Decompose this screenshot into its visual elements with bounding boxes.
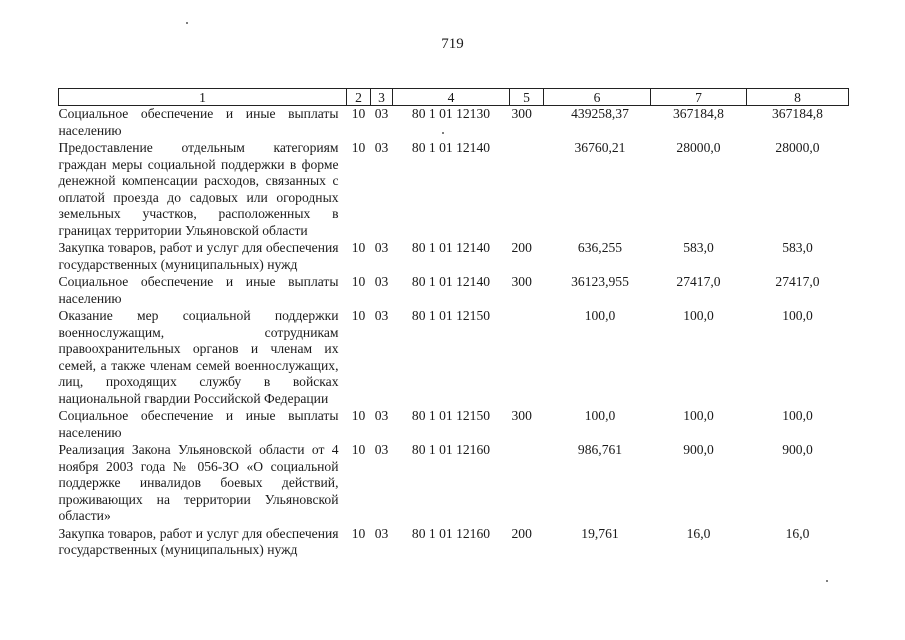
row-expense-type — [510, 442, 544, 526]
budget-table — [58, 88, 849, 560]
row-expense-type: 300 — [511, 274, 532, 289]
row-section: 10 — [351, 308, 366, 323]
table-row — [59, 274, 849, 308]
table-row — [59, 442, 849, 526]
row-value-6: 19,761 — [581, 525, 619, 541]
row-value-8: 583,0 — [782, 240, 813, 255]
row-value-8: 100,0 — [782, 408, 813, 423]
table-row — [59, 140, 849, 240]
row-name: Реализация Закона Ульяновской области от 4 ноября 2003 года № 056-ЗО «О социальной поддержке инвалидов боевых действий, проживающих на территории Ульяновской области» — [58, 442, 339, 523]
row-value-8: 28000,0 — [775, 140, 820, 155]
scan-speck — [442, 132, 444, 134]
header-col-8: 8 — [747, 89, 849, 106]
row-value-8: 900,0 — [782, 442, 813, 457]
row-target-article: 80 1 01 12140 — [411, 274, 491, 289]
row-value-8: 16,0 — [785, 525, 810, 541]
table-row — [59, 106, 849, 141]
row-value-7: 583,0 — [683, 240, 714, 255]
page-number: 719 — [441, 36, 464, 52]
row-target-article: 80 1 01 12130 — [411, 106, 491, 121]
row-subsection: 03 — [374, 106, 389, 121]
row-name: Предоставление отдельным категориям граждан меры социальной поддержки в форме денежной компенсации расходов, связанных с оплатой проезда до садовых или огородных земельных участков, расположенных в границах территории Ульяновской области — [58, 140, 339, 238]
row-expense-type: 200 — [511, 525, 532, 541]
row-value-7: 27417,0 — [676, 274, 721, 289]
table-row — [59, 240, 849, 274]
row-value-6: 36123,955 — [571, 274, 629, 289]
row-subsection: 03 — [374, 140, 389, 155]
row-name: Социальное обеспечение и иные выплаты населению — [58, 408, 339, 440]
row-value-6: 100,0 — [584, 308, 616, 323]
scan-speck — [186, 22, 188, 24]
row-expense-type: 200 — [511, 240, 532, 255]
row-target-article: 80 1 01 12140 — [411, 240, 491, 255]
row-value-8: 367184,8 — [772, 106, 823, 121]
table-row — [59, 408, 849, 442]
row-target-article: 80 1 01 12140 — [411, 140, 491, 155]
row-value-8: 27417,0 — [775, 274, 820, 289]
row-subsection: 03 — [374, 408, 389, 423]
row-name: Закупка товаров, работ и услуг для обеспечения государственных (муниципальных) нужд — [58, 240, 339, 272]
header-row — [59, 89, 849, 106]
row-subsection: 03 — [374, 274, 389, 289]
row-subsection: 03 — [374, 308, 389, 323]
row-expense-type: 300 — [511, 106, 532, 121]
row-subsection: 03 — [374, 240, 389, 255]
row-value-6: 986,761 — [577, 442, 623, 457]
row-subsection: 03 — [374, 442, 389, 457]
row-value-6: 100,0 — [584, 408, 616, 423]
row-value-6: 636,255 — [577, 240, 623, 255]
row-value-8: 100,0 — [782, 308, 813, 323]
row-expense-type: 300 — [511, 408, 532, 423]
table-row — [59, 308, 849, 408]
row-target-article: 80 1 01 12160 — [411, 525, 491, 541]
row-target-article: 80 1 01 12150 — [411, 408, 491, 423]
scan-speck — [826, 580, 828, 582]
header-col-5: 5 — [510, 89, 544, 106]
row-value-6: 439258,37 — [571, 106, 629, 121]
row-section: 10 — [351, 106, 366, 121]
row-section: 10 — [351, 408, 366, 423]
row-target-article: 80 1 01 12160 — [411, 442, 491, 457]
row-value-7: 100,0 — [683, 408, 714, 423]
row-subsection: 03 — [374, 525, 389, 541]
table-row — [59, 526, 849, 560]
row-value-7: 900,0 — [683, 442, 714, 457]
header-col-7: 7 — [651, 89, 747, 106]
row-name: Социальное обеспечение и иные выплаты населению — [58, 106, 339, 138]
row-value-6: 36760,21 — [574, 140, 626, 155]
row-section: 10 — [351, 442, 366, 457]
row-name: Социальное обеспечение и иные выплаты населению — [58, 274, 339, 306]
header-col-1: 1 — [59, 89, 347, 106]
row-value-7: 367184,8 — [673, 106, 724, 121]
row-section: 10 — [351, 274, 366, 289]
row-target-article: 80 1 01 12150 — [411, 308, 491, 323]
header-col-2: 2 — [347, 89, 371, 106]
header-col-6: 6 — [544, 89, 651, 106]
row-section: 10 — [351, 140, 366, 155]
row-value-7: 28000,0 — [676, 140, 721, 155]
row-section: 10 — [351, 240, 366, 255]
row-value-7: 100,0 — [683, 308, 714, 323]
row-value-7: 16,0 — [686, 525, 711, 541]
header-col-3: 3 — [371, 89, 393, 106]
row-section: 10 — [351, 525, 366, 541]
row-name: Оказание мер социальной поддержки военнослужащим, сотрудникам правоохранительных органов и членам их семей, а также членам семей военнослужащих, лиц, проходящих службу в войсках национальной гвардии Российской Федерации — [58, 308, 339, 406]
header-col-4: 4 — [393, 89, 510, 106]
row-expense-type — [510, 308, 544, 408]
row-expense-type — [510, 140, 544, 240]
row-name: Закупка товаров, работ и услуг для обеспечения государственных (муниципальных) нужд — [58, 525, 339, 557]
